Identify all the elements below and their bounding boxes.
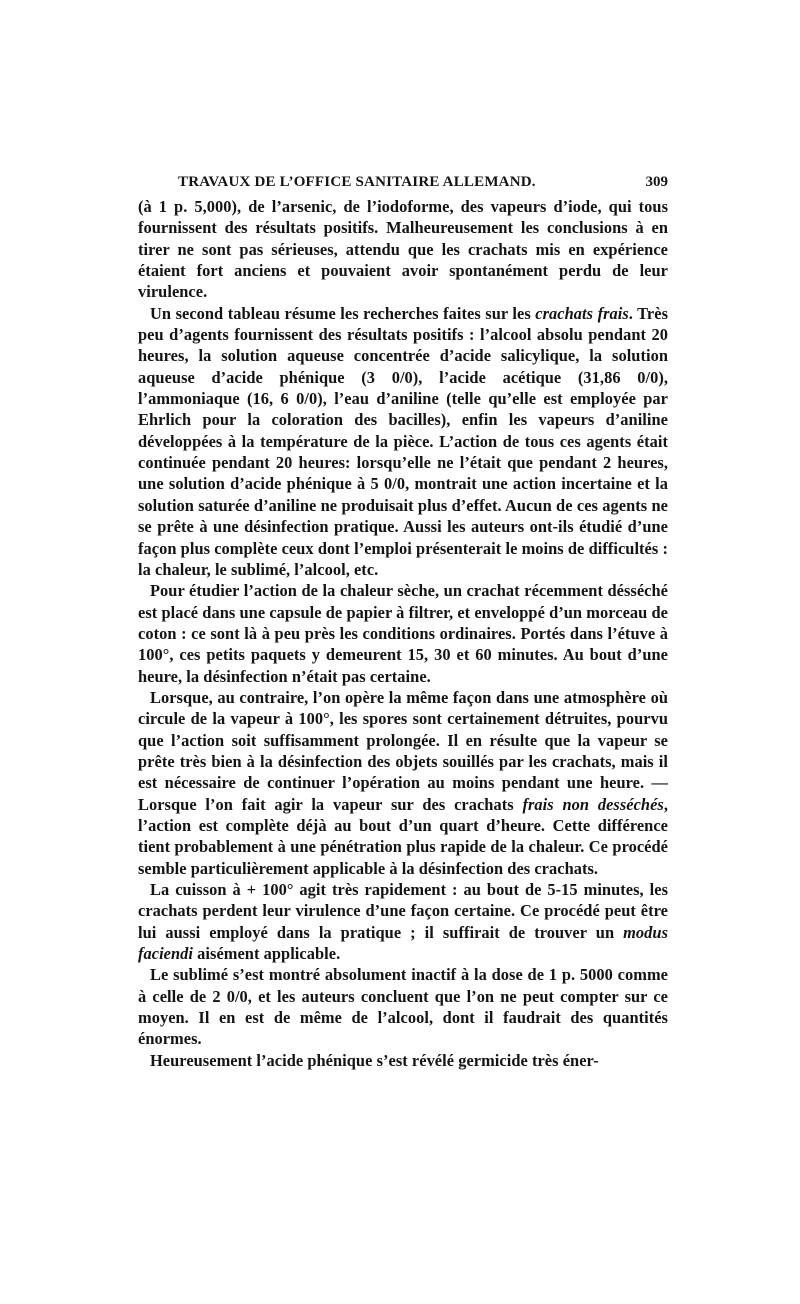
paragraph-1 bbox=[138, 196, 668, 303]
paragraph-4 bbox=[138, 687, 668, 879]
paragraph-6-text: Le sublimé s’est montré absolument inactif à la dose de 1 p. 5000 comme à celle de 2 0/0, et les auteurs concluent que l’on ne peut compter sur ce moyen. Il en est de même de l’alcool, dont il faudrait des quantités énormes. bbox=[138, 965, 668, 1049]
page-body bbox=[138, 196, 668, 1071]
paragraph-4-text-a: Lorsque, au contraire, l’on opère la même façon dans une atmosphère où circule de la vapeur à 100°, les spores sont certainement détruites, pourvu que l’action soit suffisamment prolongée. Il en résulte que la vapeur se prête très bien à la désinfection des objets souillés par les crachats, mais il est nécessaire de continuer l’opération au moins pendant une heure. — Lorsque l’on fait agir la vapeur sur des crachats bbox=[138, 687, 668, 814]
paragraph-3 bbox=[138, 580, 668, 687]
running-title: TRAVAUX DE L’OFFICE SANITAIRE ALLEMAND. bbox=[178, 174, 536, 190]
running-header bbox=[138, 172, 668, 194]
paragraph-1-text: (à 1 p. 5,000), de l’arsenic, de l’iodoforme, des vapeurs d’iode, qui tous fournissent des résultats positifs. Malheureusement les conclusions à en tirer ne sont pas sérieuses, attendu que les crachats mis en expérience étaient fort anciens et pouvaient avoir spontanément perdu de leur virulence. bbox=[138, 197, 668, 302]
page-number: 309 bbox=[645, 174, 668, 190]
paragraph-7 bbox=[138, 1050, 668, 1071]
paragraph-4-text-b: , l’action est complète déjà au bout d’un quart d’heure. Cette différence tient probablement à une pénétration plus rapide de la chaleur. Ce procédé semble particulièrement applicable à la désinfection des crachats. bbox=[138, 794, 668, 878]
book-page bbox=[138, 172, 668, 1071]
paragraph-5-text-b: aisément applicable. bbox=[193, 944, 341, 964]
paragraph-6 bbox=[138, 964, 668, 1049]
paragraph-2-text-b: . Très peu d’agents fournissent des résultats positifs : l’alcool absolu pendant 20 heures, la solution aqueuse concentrée d’acide salicylique, la solution aqueuse d’acide phénique (3 0/0), l’acide acétique (31,86 0/0), l’ammoniaque (16, 6 0/0), l’eau d’aniline (telle qu’elle est employée par Ehrlich pour la coloration des bacilles), enfin les vapeurs d’aniline développées à la température de la pièce. L’action de tous ces agents était continuée pendant 20 heures: lorsqu’elle ne l’était que pendant 2 heures, une solution d’acide phénique à 5 0/0, montrait une action incertaine et la solution saturée d’aniline ne produisait plus d’effet. Aucun de ces agents ne se prête à une désinfection pratique. Aussi les auteurs ont-ils étudié d’une façon plus complète ceux dont l’emploi présenterait le moins de difficultés : la chaleur, le sublimé, l’alcool, etc. bbox=[138, 303, 668, 579]
paragraph-3-text: Pour étudier l’action de la chaleur sèche, un crachat récemment désséché est placé dans une capsule de papier à filtrer, et enveloppé d’un morceau de coton : ce sont là à peu près les conditions ordinaires. Portés dans l’étuve à 100°, ces petits paquets y demeurent 15, 30 et 60 minutes. Au bout d’une heure, la désinfection n’était pas certaine. bbox=[138, 581, 668, 686]
paragraph-2-emphasis: crachats frais bbox=[535, 303, 629, 323]
paragraph-7-text: Heureusement l’acide phénique s’est révélé germicide très éner- bbox=[150, 1050, 599, 1070]
paragraph-4-emphasis: frais non desséchés bbox=[522, 794, 664, 814]
paragraph-2 bbox=[138, 303, 668, 580]
paragraph-2-text-a: Un second tableau résume les recherches faites sur les bbox=[150, 303, 536, 323]
paragraph-5 bbox=[138, 879, 668, 964]
paragraph-5-text-a: La cuisson à + 100° agit très rapidement : au bout de 5-15 minutes, les crachats perdent leur virulence d’une façon certaine. Ce procédé peut être lui aussi employé dans la pratique ; il suffirait de trouver un bbox=[138, 880, 668, 942]
paragraph-5-emphasis: modus faciendi bbox=[138, 922, 668, 964]
